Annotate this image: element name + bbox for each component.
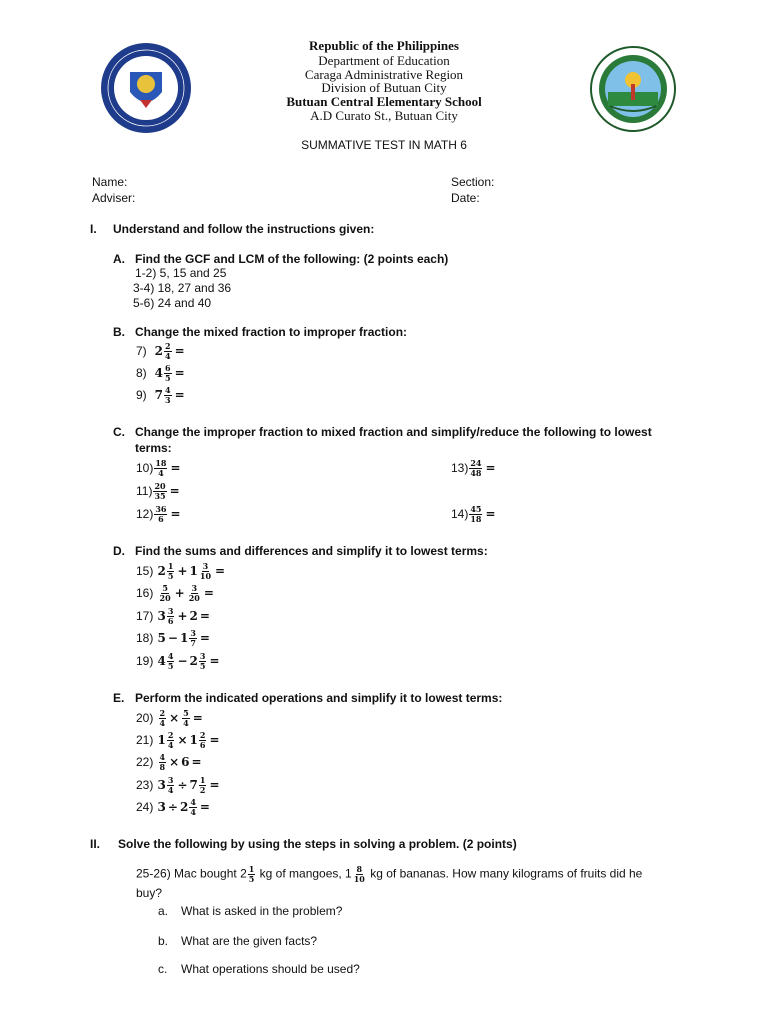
item-19: 19) 4 $\frac{4}{5}$ − 2 $\frac{3}{5}$ = — [136, 651, 220, 671]
item-10: 10) $\frac{18}{4}$ = — [136, 458, 181, 478]
gcf-item-2: 3-4) 18, 27 and 36 — [133, 281, 232, 295]
question-c: What operations should be used? — [181, 962, 360, 976]
part-one-instruction: Understand and follow the instructions given: — [113, 222, 375, 236]
item-11: 11) $\frac{20}{35}$ = — [136, 481, 180, 501]
question-b: What are the given facts? — [181, 934, 318, 948]
item-16: 16) $\frac{5}{20}$ + $\frac{3}{20}$ = — [136, 583, 214, 603]
question-c-letter: c. — [158, 962, 168, 976]
word-problem: 25-26) Mac bought 2 $\frac{1}{5}$ kg of mangoes, 1 $\frac{8}{10}$ kg of bananas. How many kilograms of fruits did he — [136, 864, 643, 884]
item-12: 12) $\frac{36}{6}$ = — [136, 504, 181, 524]
date-label: Date: — [451, 191, 480, 205]
header-address: A.D Curato St., Butuan City — [310, 108, 458, 123]
part-two-number: II. — [90, 837, 101, 851]
section-a-instruction: Find the GCF and LCM of the following: (2 points each) — [135, 252, 449, 266]
item-24: 24) 3 ÷ 2 $\frac{4}{4}$ = — [136, 797, 210, 817]
item-15: 15) 2 $\frac{1}{5}$ + 1 $\frac{3}{10}$ = — [136, 561, 226, 581]
item-17: 17) 3 $\frac{3}{6}$ + 2 = — [136, 606, 210, 626]
section-d-instruction: Find the sums and differences and simplify it to lowest terms: — [135, 544, 488, 558]
word-problem-cont: buy? — [136, 886, 163, 900]
item-14: 14) $\frac{45}{18}$ = — [451, 504, 496, 524]
gcf-item-1: 1-2) 5, 15 and 25 — [135, 266, 227, 280]
section-label: Section: — [451, 175, 495, 189]
section-e-instruction: Perform the indicated operations and simplify it to lowest terms: — [135, 691, 503, 705]
adviser-label: Adviser: — [92, 191, 136, 205]
section-c-instruction-cont: terms: — [135, 441, 172, 455]
header-region: Caraga Administrative Region — [304, 67, 464, 82]
section-c-letter: C. — [113, 425, 125, 439]
part-two-instruction: Solve the following by using the steps in solving a problem. (2 points) — [118, 837, 517, 851]
section-a-letter: A. — [113, 252, 125, 266]
item-9: 9) 7 $\frac{4}{3}$ = — [136, 385, 185, 405]
header-department: Department of Education — [318, 53, 450, 68]
item-13: 13) $\frac{24}{48}$ = — [451, 458, 496, 478]
question-b-letter: b. — [158, 934, 169, 948]
header-division: Division of Butuan City — [321, 80, 447, 95]
page-title: SUMMATIVE TEST IN MATH 6 — [301, 138, 467, 152]
section-b-instruction: Change the mixed fraction to improper fraction: — [135, 325, 408, 339]
item-20: 20) $\frac{2}{4}$ × $\frac{5}{4}$ = — [136, 708, 203, 728]
header-school: Butuan Central Elementary School — [286, 94, 482, 109]
name-label: Name: — [92, 175, 128, 189]
item-21: 21) 1 $\frac{2}{4}$ × 1 $\frac{2}{6}$ = — [136, 730, 220, 750]
section-d-letter: D. — [113, 544, 125, 558]
section-c-instruction: Change the improper fraction to mixed fraction and simplify/reduce the following to lowest — [135, 425, 652, 439]
section-b-letter: B. — [113, 325, 125, 339]
item-23: 23) 3 $\frac{3}{4}$ ÷ 7 $\frac{1}{2}$ = — [136, 775, 220, 795]
part-one-number: I. — [90, 222, 97, 236]
section-e-letter: E. — [113, 691, 125, 705]
header-republic: Republic of the Philippines — [309, 38, 459, 53]
item-7: 7) 2 $\frac{2}{4}$ = — [136, 341, 185, 361]
question-a: What is asked in the problem? — [181, 904, 343, 918]
item-18: 18) 5 − 1 $\frac{3}{7}$ = — [136, 628, 210, 648]
item-22: 22) $\frac{4}{8}$ × 6 = — [136, 752, 202, 772]
gcf-item-3: 5-6) 24 and 40 — [133, 296, 212, 310]
question-a-letter: a. — [158, 904, 169, 918]
item-8: 8) 4 $\frac{6}{5}$ = — [136, 363, 185, 383]
